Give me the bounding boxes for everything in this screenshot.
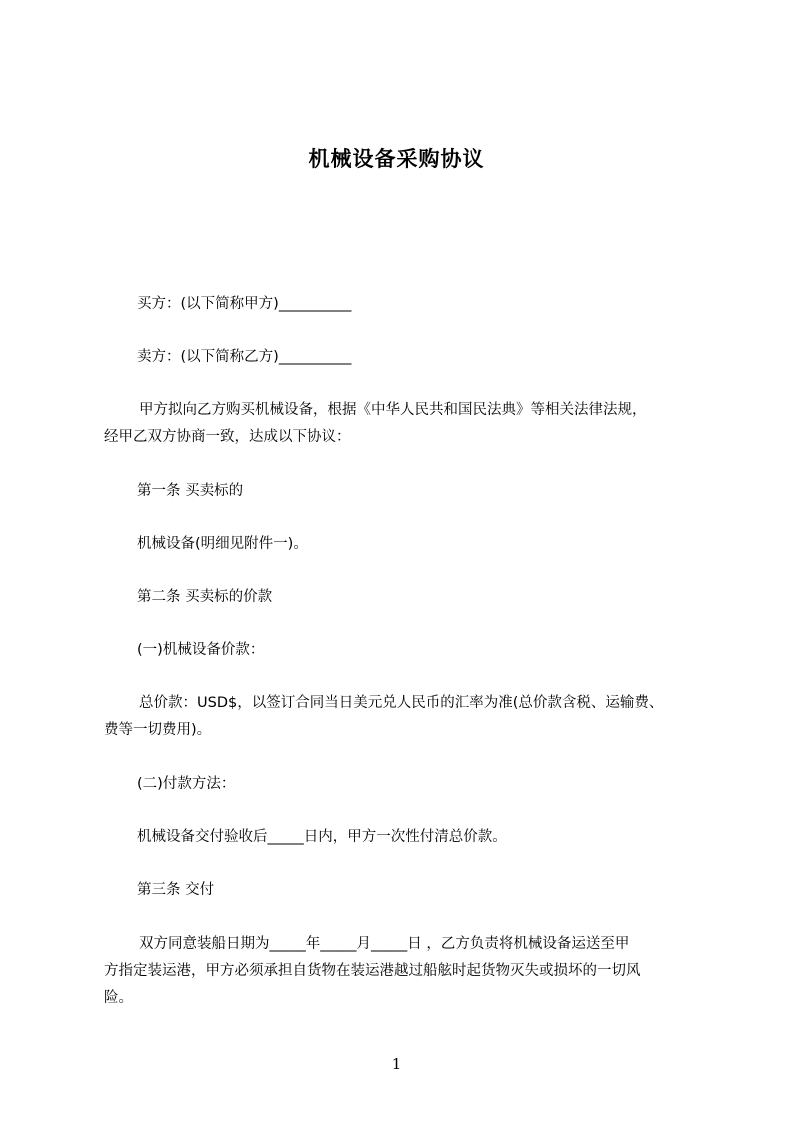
article-2-subheading-payment: (二)付款方法： [137, 776, 236, 792]
article-2-price-line-2: 费等一切费用)。 [104, 722, 212, 738]
article-2-heading: 第二条 买卖标的价款 [137, 589, 273, 605]
intro-line-1: 甲方拟向乙方购买机械设备，根据《中华人民共和国民法典》等相关法律法规， [139, 402, 647, 418]
article-3-line-2: 方指定装运港，甲方必须承担自货物在装运港越过船舷时起货物灭失或损坏的一切风 [104, 963, 641, 979]
article-1-heading: 第一条 买卖标的 [137, 483, 244, 499]
seller-line: 卖方：(以下简称乙方)__________ [137, 349, 352, 365]
page-number: 1 [391, 1055, 402, 1073]
article-2-price-line-1: 总价款：USD$，以签订合同当日美元兑人民币的汇率为准(总价款含税、运输费、 [139, 695, 664, 711]
article-3-heading: 第三条 交付 [137, 882, 215, 898]
buyer-line: 买方：(以下简称甲方)__________ [137, 296, 352, 312]
article-2-subheading-price: (一)机械设备价款： [137, 642, 265, 658]
article-3-line-1: 双方同意装船日期为_____年_____月_____日 ，乙方负责将机械设备运送至甲 [139, 936, 630, 952]
article-3-line-3: 险。 [104, 990, 133, 1006]
article-2-payment-body: 机械设备交付验收后_____日内，甲方一次性付清总价款。 [137, 829, 507, 845]
document-title: 机械设备采购协议 [308, 147, 485, 171]
article-1-body: 机械设备(明细见附件一)。 [137, 536, 308, 552]
intro-line-2: 经甲乙双方协商一致，达成以下协议： [104, 429, 351, 445]
